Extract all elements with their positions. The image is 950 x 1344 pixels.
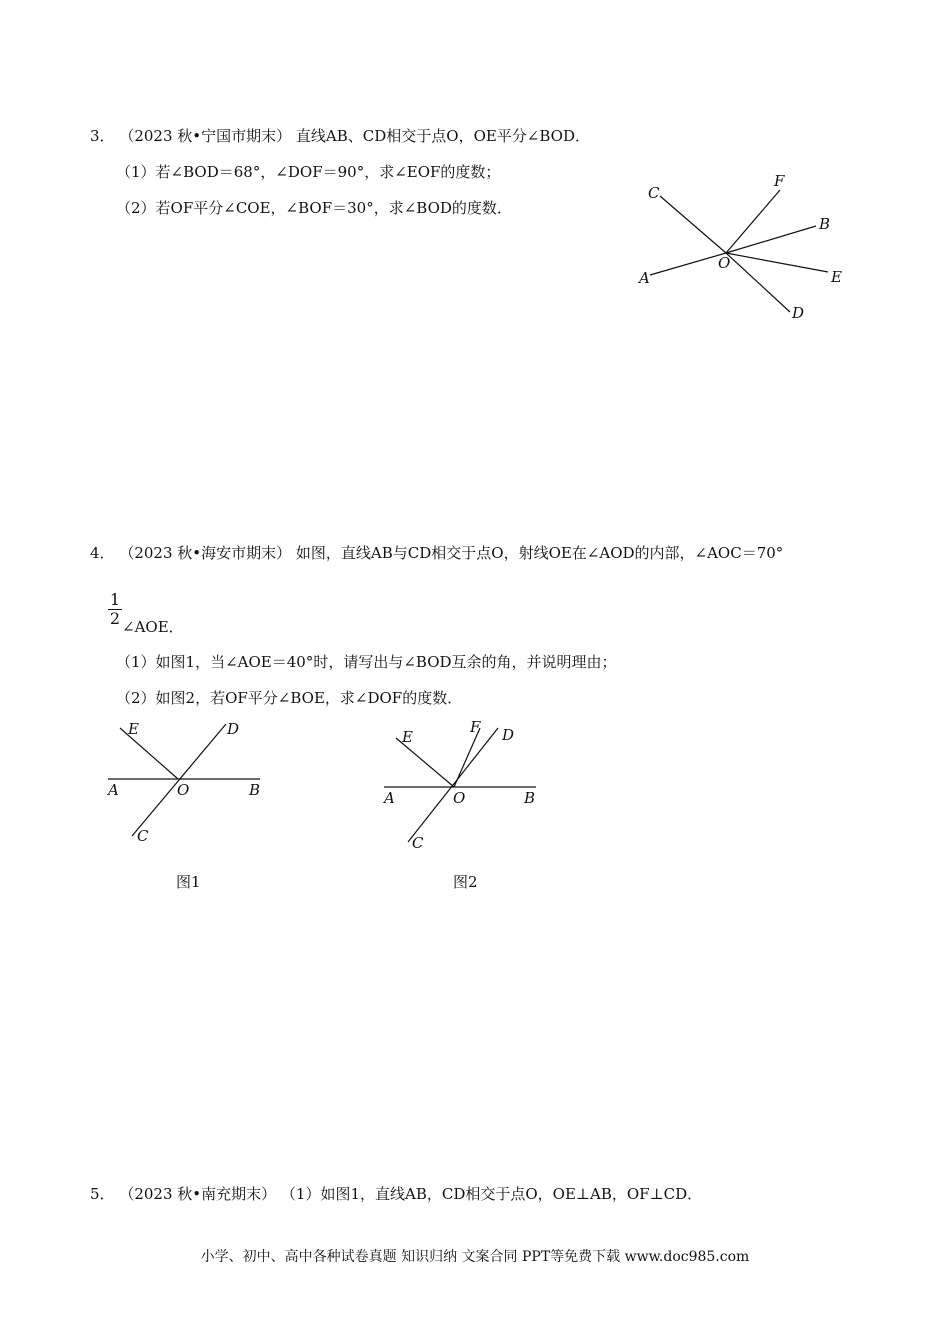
q3-label-f: F: [774, 172, 785, 190]
page-footer: 小学、初中、高中各种试卷真题 知识归纳 文案合同 PPT等免费下载 www.doc985.com: [200, 1249, 750, 1265]
q3-source: （2023 秋•宁国市期末）: [119, 127, 292, 145]
q4-after-fraction: ∠AOE．: [122, 618, 184, 636]
q4-fig1-caption: 图1: [176, 873, 201, 891]
q3-label-d: D: [792, 304, 805, 322]
q5-number: 5．: [90, 1185, 115, 1203]
q4f1-label-c: C: [137, 827, 149, 845]
q4f2-label-c: C: [412, 834, 424, 852]
q4f2-label-e: E: [402, 728, 413, 746]
q4f2-label-b: B: [524, 789, 536, 807]
q3-part1: （1）若∠BOD＝68°，∠DOF＝90°，求∠EOF的度数；: [116, 163, 501, 181]
q4f2-label-f: F: [470, 718, 481, 736]
q5-source: （2023 秋•南充期末）: [119, 1185, 277, 1203]
q4-part1: （1）如图1，当∠AOE＝40°时，请写出与∠BOD互余的角，并说明理由；: [116, 653, 617, 671]
q4f1-label-d: D: [227, 720, 240, 738]
q3-ray-of: [726, 190, 780, 253]
q3-ray-oa: [650, 253, 726, 275]
q4f1-label-a: A: [108, 781, 119, 799]
q4-stem: 如图，直线AB与CD相交于点O，射线OE在∠AOD的内部，∠AOC＝70°: [295, 544, 784, 562]
q4-fig2-caption: 图2: [453, 873, 478, 891]
q3-ray-od: [726, 253, 790, 312]
q4-source: （2023 秋•海安市期末）: [119, 544, 292, 562]
q5-stem-line: [90, 1184, 702, 1204]
q4f2-line-cd: [408, 728, 498, 842]
q4f1-label-o: O: [177, 781, 190, 799]
q3-label-a: A: [639, 269, 650, 287]
q4-frac-numerator: 1: [109, 590, 121, 609]
q3-label-b: B: [819, 215, 831, 233]
q4f2-label-o: O: [453, 789, 466, 807]
q4-stem-line: [90, 543, 783, 563]
q4f2-label-a: A: [384, 789, 395, 807]
q3-part2: （2）若OF平分∠COE，∠BOF＝30°，求∠BOD的度数．: [116, 199, 512, 217]
q4f2-label-d: D: [502, 726, 515, 744]
q3-label-e: E: [831, 268, 842, 286]
q4-frac-denominator: 2: [109, 609, 121, 628]
q3-ray-ob: [726, 226, 816, 253]
q3-stem: 直线AB、CD相交于点O，OE平分∠BOD．: [295, 127, 591, 145]
q4f1-label-e: E: [128, 720, 139, 738]
q4f2-ray-of: [454, 728, 480, 787]
q3-ray-oc: [660, 196, 726, 253]
q3-label-c: C: [648, 184, 660, 202]
q4-fraction: [108, 592, 122, 627]
q5-stem: （1）如图1，直线AB，CD相交于点O，OE⊥AB，OF⊥CD．: [280, 1185, 703, 1203]
q3-number: 3．: [90, 127, 115, 145]
q4-number: 4．: [90, 544, 115, 562]
q4-figure-1: [100, 712, 280, 852]
q4f1-line-cd: [132, 724, 226, 836]
q3-stem-line: [90, 126, 590, 146]
q3-figure: [630, 170, 860, 330]
q4-figure-2: [378, 712, 558, 857]
q3-label-o: O: [718, 254, 731, 272]
q4-part2: （2）如图2，若OF平分∠BOE，求∠DOF的度数．: [116, 689, 463, 707]
q4f1-label-b: B: [249, 781, 261, 799]
q3-ray-oe: [726, 253, 828, 272]
